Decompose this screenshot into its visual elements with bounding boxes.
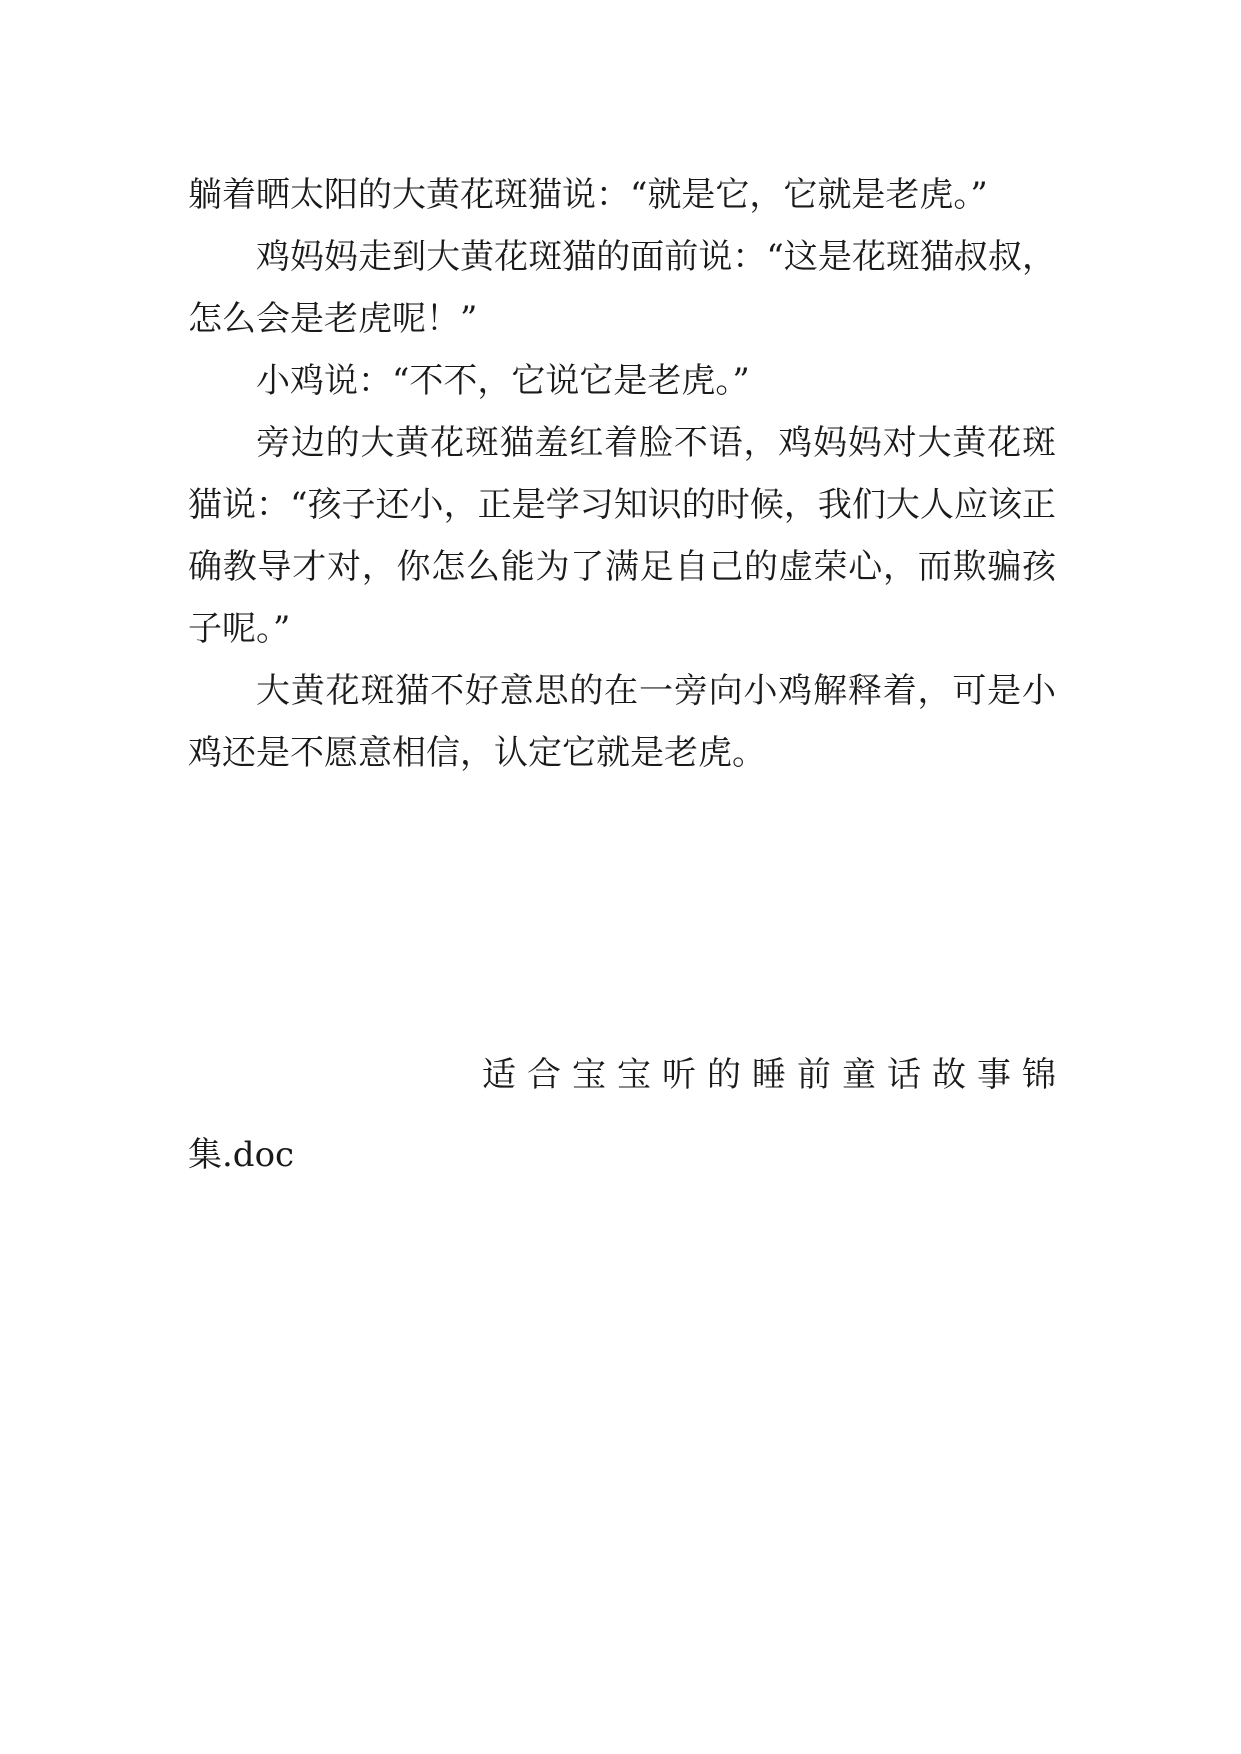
paragraph: 旁边的大黄花斑猫羞红着脸不语，鸡妈妈对大黄花斑猫说：“孩子还小，正是学习知识的时候，我们大人应该正确教导才对，你怎么能为了满足自己的虚荣心，而欺骗孩子呢。” — [188, 423, 1056, 649]
document-filename — [188, 1035, 1067, 1195]
paragraph: 鸡妈妈走到大黄花斑猫的面前说：“这是花斑猫叔叔，怎么会是老虎呢！” — [188, 237, 1056, 339]
paragraph: 大黄花斑猫不好意思的在一旁向小鸡解释着，可是小鸡还是不愿意相信，认定它就是老虎。 — [188, 671, 1056, 773]
paragraph: 躺着晒太阳的大黄花斑猫说：“就是它，它就是老虎。” — [188, 175, 988, 215]
story-body — [188, 164, 1056, 784]
filename-line-1: 适合宝宝听的睡前童话故事锦 — [482, 1055, 1067, 1095]
filename-line-2: 集.doc — [188, 1135, 295, 1175]
paragraph: 小鸡说：“不不，它说它是老虎。” — [256, 361, 750, 401]
